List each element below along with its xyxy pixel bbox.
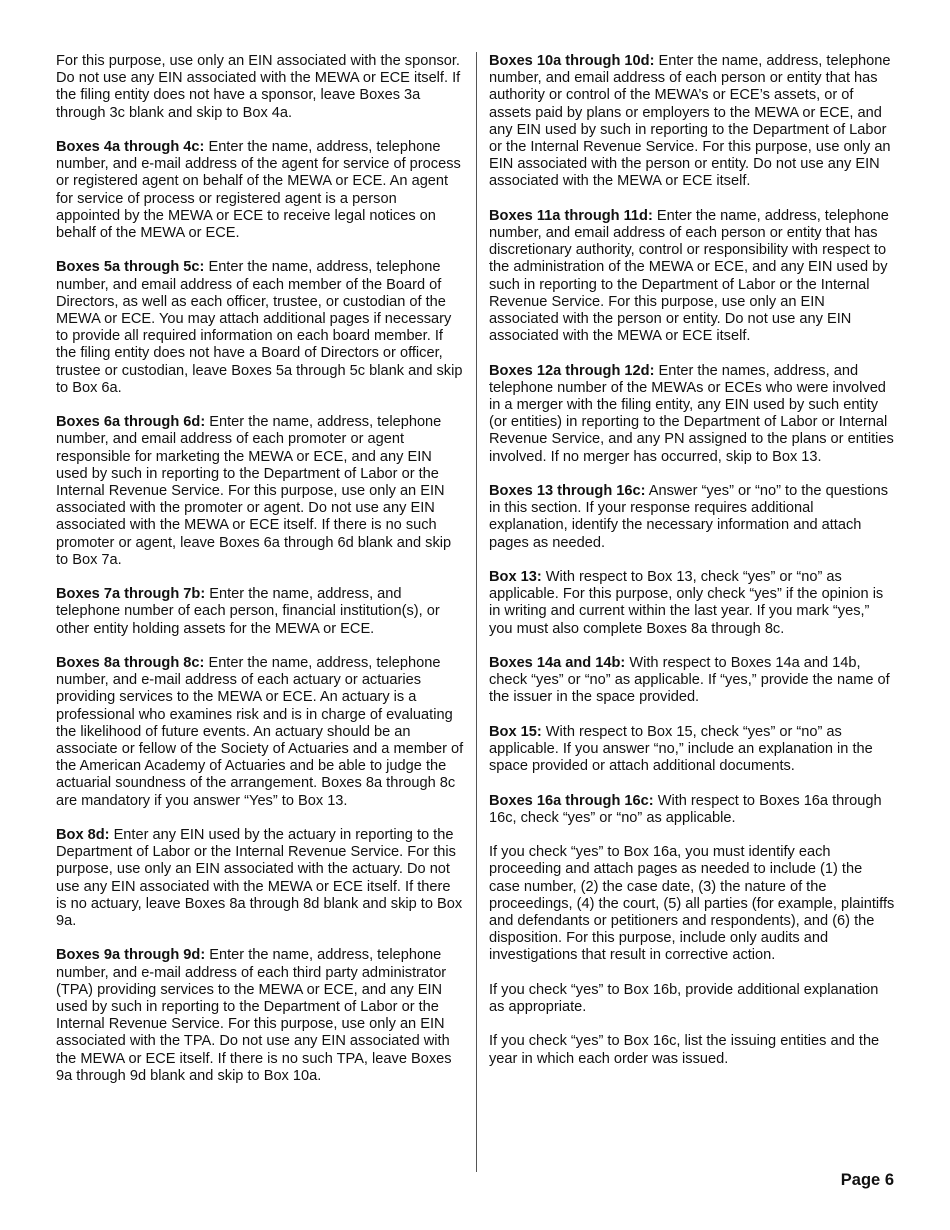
paragraph-heading: Boxes 4a through 4c: [56,139,205,155]
paragraph-boxes-4a-4c [56,139,464,242]
paragraph-heading: Boxes 10a through 10d: [489,53,655,69]
paragraph-text: If you check “yes” to Box 16b, provide additional explanation as appropriate. [489,981,879,1016]
paragraph-heading: Box 15: [489,723,542,740]
paragraph-heading: Box 8d: [56,827,110,844]
paragraph-text: With respect to Boxes 16a through 16c, check “yes” or “no” as applicable. [489,792,882,826]
paragraph-text: Enter the name, address, telephone number, and e-mail address of each actuary or actuaries providing services to the MEWA or ECE. An actuary is a professional who examines risk and is in charge of evaluating the likelihood of future events. An actuary should be an associate or fellow of the Society of Actuaries and a member of the American Academy of Actuaries and be able to judge the actuarial soundness of the arrangement. Boxes 8a through 8c are mandatory if you answer “Yes” to Box 13. [56,655,464,809]
paragraph-text: Enter the name, address, telephone number, and e-mail address of the agent for service of process or registered agent on behalf of the MEWA or ECE. An agent for service of process or registered agent is a person appointed by the MEWA or ECE to receive legal notices on behalf of the MEWA or ECE. [56,139,461,242]
paragraph-text: For this purpose, use only an EIN associated with the sponsor. Do not use any EIN associated with the MEWA or ECE itself. If the filing entity does not have a sponsor, leave Boxes 3a through 3c blank and skip to Box 4a. [56,53,461,121]
paragraph-heading: Boxes 8a through 8c: [56,655,205,672]
paragraph-boxes-13-16c [489,483,895,552]
paragraph-heading: Box 13: [489,569,542,586]
paragraph-boxes-10a-10d [489,53,895,191]
paragraph-text: With respect to Box 13, check “yes” or “no” as applicable. For this purpose, only check “yes” if the opinion is in writing and current within the last year. If you mark “yes,” you must also complete Boxes 8a through 8c. [489,569,884,637]
paragraph-text: Enter any EIN used by the actuary in reporting to the Department of Labor or the Internal Revenue Service. For this purpose, use only an EIN associated with the actuary. Do not use any EIN associated with the MEWA or ECE itself. If there is no actuary, leave Boxes 8a through 8d blank and skip to Box 9a. [56,827,463,930]
paragraph-text: Enter the name, address, telephone number, and email address of each person or entity that has discretionary authority, control or responsibility with respect to the administration of the MEWA or ECE, and any EIN used by such in reporting to the Department of Labor or the Internal Revenue Service. For this purpose, use only an EIN associated with the person or entity. Do not use any EIN associated with the MEWA or ECE itself. [489,207,889,345]
paragraph-boxes-6a-6d [56,414,464,569]
paragraph-text: Enter the name, address, telephone number, and email address of each promoter or agent responsible for marketing the MEWA or ECE, and any EIN used by such in reporting to the Department of Labor or the Internal Revenue Service. For this purpose, use only an EIN associated with the promoter or agent. Do not use any EIN associated with the MEWA or ECE itself. If there is no such promoter or agent, leave Boxes 6a through 6d blank and skip to Box 7a. [56,414,452,568]
paragraph-boxes-14a-14b [489,655,895,707]
paragraph-box-16c-detail [489,1033,895,1067]
paragraph-boxes-5a-5c [56,259,464,397]
paragraph-text: Enter the name, address, telephone number, and email address of each member of the Board of Directors, as well as each officer, trustee, or custodian of the MEWA or ECE. You may attach additional pages if necessary to provide all required information on each board member. If the filing entity does not have a Board of Directors or officer, trustee or custodian, leave Boxes 5a through 5c blank and skip to Box 6a. [56,259,463,396]
paragraph-text: With respect to Box 15, check “yes” or “no” as applicable. If you answer “no,” include an explanation in the space provided or attach additional documents. [489,723,873,775]
paragraph-text: Enter the name, address, and telephone number of each person, financial institution(s), or other entity holding assets for the MEWA or ECE. [56,586,440,637]
paragraph-heading: Boxes 7a through 7b: [56,586,206,603]
paragraph-boxes-8a-8c [56,655,464,810]
paragraph-boxes-16a-16c [489,793,895,827]
paragraph-heading: Boxes 12a through 12d: [489,362,655,379]
paragraph-boxes-9a-9d [56,947,464,1085]
paragraph-text: If you check “yes” to Box 16a, you must identify each proceeding and attach pages as needed to include (1) the case number, (2) the case date, (3) the nature of the proceedings, (4) the court, (5) all parties (for example, plaintiffs and defendants or petitioners and respondents), and (6) the disposition. For this purpose, include only audits and investigations that result in corrective action. [489,844,895,964]
left-column [56,53,464,1102]
paragraph-text: Enter the name, address, telephone number, and e-mail address of each third party administrator (TPA) providing services to the MEWA or ECE, and any EIN used by such in reporting to the Department of Labor or the Internal Revenue Service. For this purpose, use only an EIN associated with the TPA. Do not use any EIN associated with the MEWA or ECE itself. If there is no such TPA, leave Boxes 9a through 9d blank and skip to Box 10a. [56,947,452,1084]
paragraph-text: Answer “yes” or “no” to the questions in this section. If your response requires additional explanation, identify the necessary information and attach pages as needed. [489,483,889,551]
paragraph-boxes-11a-11d [489,208,895,346]
paragraph-heading: Boxes 13 through 16c: [489,483,646,500]
right-column [489,53,895,1085]
paragraph-text: Enter the name, address, telephone number, and email address of each person or entity that has authority or control of the MEWA’s or ECE’s assets, or of assets paid by plans or employers to the MEWA or ECE, and any EIN used by such in reporting to the Department of Labor or the Internal Revenue Service. For this purpose, use only an EIN associated with the person or entity. Do not use any EIN associated with the MEWA or ECE itself. [489,53,891,190]
page-number: Page 6 [840,1171,894,1189]
paragraph-heading: Boxes 14a and 14b: [489,655,626,672]
paragraph-heading: Boxes 11a through 11d: [489,207,653,224]
paragraph-box-16b-detail [489,982,895,1016]
paragraph-boxes-12a-12d [489,363,895,466]
paragraph-sponsor-ein [56,53,464,122]
paragraph-box-13 [489,569,895,638]
paragraph-heading: Boxes 16a through 16c: [489,792,654,809]
column-divider [476,52,477,1172]
paragraph-heading: Boxes 9a through 9d: [56,947,206,964]
paragraph-text: If you check “yes” to Box 16c, list the issuing entities and the year in which each order was issued. [489,1033,880,1067]
paragraph-box-16a-detail [489,844,895,964]
paragraph-heading: Boxes 5a through 5c: [56,259,205,276]
paragraph-box-15 [489,724,895,776]
paragraph-heading: Boxes 6a through 6d: [56,414,206,431]
paragraph-text: Enter the names, address, and telephone number of the MEWAs or ECEs who were involved in a merger with the filing entity, any EIN used by such entity (or entities) in reporting to the Department of Labor or Internal Revenue Service, and any PN assigned to the plans or entities involved. If no merger has occurred, skip to Box 13. [489,362,894,465]
paragraph-text: With respect to Boxes 14a and 14b, check “yes” or “no” as applicable. If “yes,” provide the name of the issuer in the space provided. [489,655,890,706]
paragraph-box-8d [56,827,464,930]
paragraph-boxes-7a-7b [56,586,464,638]
